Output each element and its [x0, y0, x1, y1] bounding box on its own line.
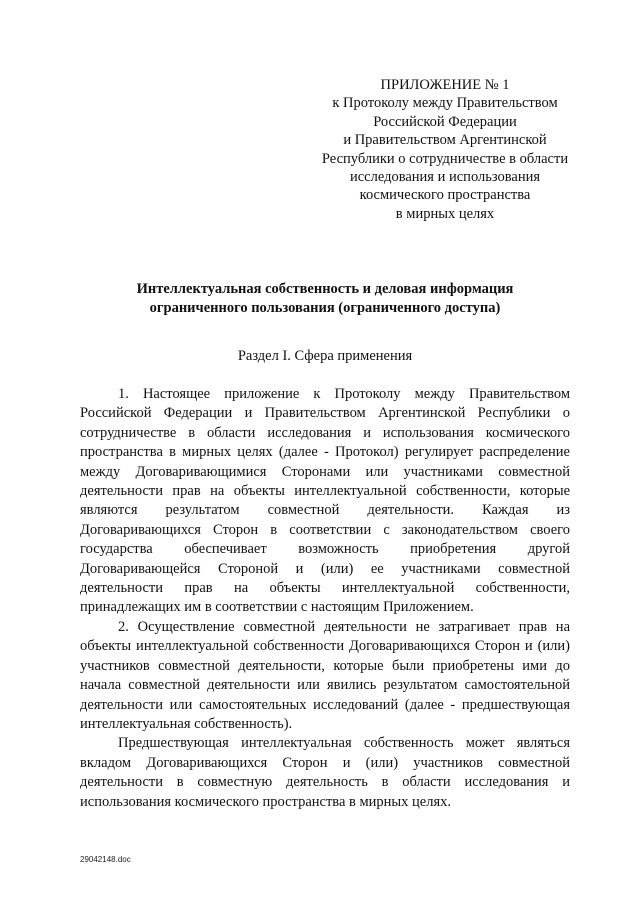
- paragraph: 1. Настоящее приложение к Протоколу между Правительством Российской Федерации и Правительством Аргентинской Республики о сотрудничестве в области исследования и использования космического пространства в мирных целях (далее - Протокол) регулирует распределение между Договаривающимися Сторонами или участниками совместной деятельности прав на объекты интеллектуальной собственности, которые являются результатом совместной деятельности. Каждая из Договаривающихся Сторон в соответствии с законодательством своего государства обеспечивает возможность приобретения другой Договаривающейся Стороной и (или) ее участниками совместной деятельности прав на объекты интеллектуальной собственности, принадлежащих им в соответствии с настоящим Приложением.: [80, 386, 570, 616]
- annex-header-line: ПРИЛОЖЕНИЕ № 1: [380, 77, 510, 93]
- annex-header-line: и Правительством Аргентинской: [343, 132, 547, 149]
- annex-header-line: космического пространства: [359, 187, 531, 204]
- annex-header-line: в мирных целях: [395, 205, 495, 222]
- annex-header-line: исследования и использования: [349, 169, 541, 186]
- paragraph: 2. Осуществление совместной деятельности не затрагивает прав на объекты интеллектуальной собственности Договаривающихся Сторон и (или) участников совместной деятельности, которые были приобретены ими до начала совместной деятельности или явились результатом самостоятельной деятельности или самостоятельных исследований (далее - предшествующая интеллектуальная собственность).: [80, 618, 570, 732]
- annex-header-line: Российской Федерации: [373, 113, 517, 130]
- document-title-line: ограниченного пользования (ограниченного доступа): [149, 300, 501, 316]
- annex-header-line: к Протоколу между Правительством: [332, 95, 558, 112]
- paragraph: Предшествующая интеллектуальная собственность может являться вкладом Договаривающихся Сторон и (или) участников совместной деятельности в совместную деятельность в области исследования и использования космического пространства в мирных целях.: [80, 735, 570, 810]
- document-file-id: 29042148.doc: [80, 855, 131, 864]
- document-title-line: Интеллектуальная собственность и деловая информация: [136, 281, 514, 297]
- document-title: [80, 280, 570, 318]
- section-heading: Раздел I. Сфера применения: [237, 348, 413, 364]
- annex-header: [300, 76, 590, 223]
- annex-header-line: Республики о сотрудничестве в области: [321, 150, 569, 167]
- document-body: [80, 385, 570, 812]
